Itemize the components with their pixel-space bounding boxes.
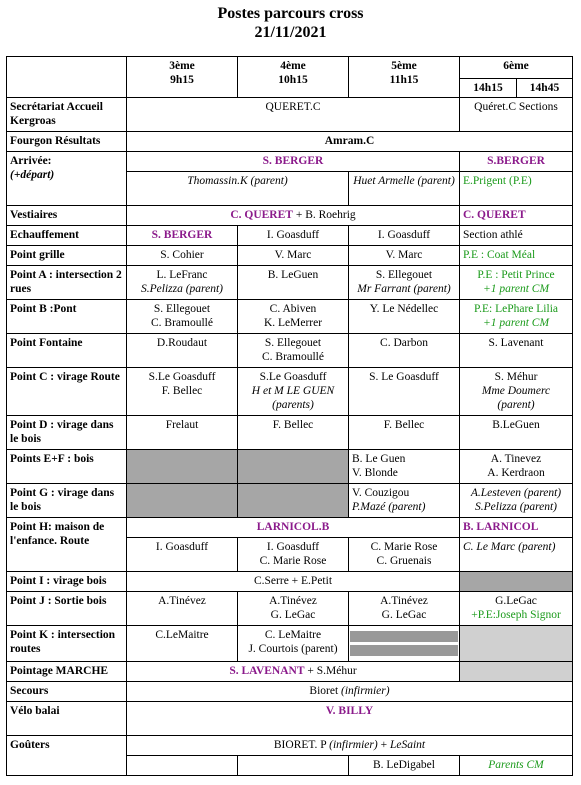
cell: C. Darbon bbox=[349, 334, 460, 368]
row-pointG bbox=[7, 484, 573, 518]
row-label: Point Fontaine bbox=[7, 334, 127, 368]
cell: Amram.C bbox=[127, 132, 573, 152]
striped-cell bbox=[349, 626, 460, 662]
cell: C.Serre + E.Petit bbox=[127, 572, 460, 592]
cell: V. Marc bbox=[238, 246, 349, 266]
empty-cell bbox=[238, 484, 349, 518]
row-echauffement bbox=[7, 226, 573, 246]
cell: V. Couzigou P.Mazé (parent) bbox=[349, 484, 460, 518]
header-3eme: 3ème 9h15 bbox=[127, 57, 238, 98]
empty-cell bbox=[238, 756, 349, 776]
cell: LARNICOL.B bbox=[127, 518, 460, 538]
title-date: 21/11/2021 bbox=[254, 24, 327, 41]
cell: B.LeGuen bbox=[460, 416, 573, 450]
cell: F. Bellec bbox=[238, 416, 349, 450]
cell: Y. Le Nédellec bbox=[349, 300, 460, 334]
cell: P.E : Coat Méal bbox=[460, 246, 573, 266]
cell: I. Goasduff C. Marie Rose bbox=[238, 538, 349, 572]
row-label: Goûters bbox=[7, 736, 127, 776]
cell: A.Lesteven (parent) S.Pelizza (parent) bbox=[460, 484, 573, 518]
row-gouters bbox=[7, 736, 573, 756]
row-label: Vélo balai bbox=[7, 702, 127, 736]
empty-cell bbox=[460, 626, 573, 662]
row-pointC bbox=[7, 368, 573, 416]
row-marche bbox=[7, 662, 573, 682]
row-arrivee bbox=[7, 152, 573, 172]
schedule-table bbox=[6, 56, 573, 776]
cell: S. Ellegouet C. Bramoullé bbox=[127, 300, 238, 334]
cell: S.BERGER bbox=[460, 152, 573, 172]
cell: G.LeGac +P.E:Joseph Signor bbox=[460, 592, 573, 626]
row-vestiaires bbox=[7, 206, 573, 226]
cell: S. Cohier bbox=[127, 246, 238, 266]
cell: S. Lavenant bbox=[460, 334, 573, 368]
cell: C. QUERET + B. Roehrig bbox=[127, 206, 460, 226]
row-pointI bbox=[7, 572, 573, 592]
cell: S. Ellegouet Mr Farrant (parent) bbox=[349, 266, 460, 300]
row-label: Point G : virage dans le bois bbox=[7, 484, 127, 518]
cell: Frelaut bbox=[127, 416, 238, 450]
cell: C. Marie Rose C. Gruenais bbox=[349, 538, 460, 572]
cell: C. Abiven K. LeMerrer bbox=[238, 300, 349, 334]
cell: S.Le Goasduff F. Bellec bbox=[127, 368, 238, 416]
page-title bbox=[0, 0, 581, 42]
cell: V. BILLY bbox=[127, 702, 573, 736]
cell: Parents CM bbox=[460, 756, 573, 776]
row-grille bbox=[7, 246, 573, 266]
row-pointJ bbox=[7, 592, 573, 626]
row-label: Point K : intersection routes bbox=[7, 626, 127, 662]
empty-cell bbox=[127, 484, 238, 518]
cell: F. Bellec bbox=[349, 416, 460, 450]
row-label: Fourgon Résultats bbox=[7, 132, 127, 152]
cell: S. Méhur Mme Doumerc (parent) bbox=[460, 368, 573, 416]
cell: A.Tinévez G. LeGac bbox=[349, 592, 460, 626]
cell: A.Tinévez G. LeGac bbox=[238, 592, 349, 626]
header-6eme: 6ème bbox=[460, 57, 573, 79]
cell: I. Goasduff bbox=[238, 226, 349, 246]
cell: B. LeGuen bbox=[238, 266, 349, 300]
cell: C. QUERET bbox=[460, 206, 573, 226]
row-pointA bbox=[7, 266, 573, 300]
empty-cell bbox=[238, 450, 349, 484]
row-label: Secrétariat Accueil Kergroas bbox=[7, 98, 127, 132]
cell: A.Tinévez bbox=[127, 592, 238, 626]
cell: QUERET.C bbox=[127, 98, 460, 132]
row-pointD bbox=[7, 416, 573, 450]
row-label: Point I : virage bois bbox=[7, 572, 127, 592]
cell: Section athlé bbox=[460, 226, 573, 246]
row-label: Point A : intersection 2 rues bbox=[7, 266, 127, 300]
empty-cell bbox=[127, 756, 238, 776]
cell: C. Le Marc (parent) bbox=[460, 538, 573, 572]
cell: I. Goasduff bbox=[127, 538, 238, 572]
row-fontaine bbox=[7, 334, 573, 368]
row-pointEF bbox=[7, 450, 573, 484]
row-label: Pointage MARCHE bbox=[7, 662, 127, 682]
cell: D.Roudaut bbox=[127, 334, 238, 368]
row-label: Echauffement bbox=[7, 226, 127, 246]
cell: P.E : Petit Prince +1 parent CM bbox=[460, 266, 573, 300]
cell: BIORET. P (infirmier) + LeSaint bbox=[127, 736, 573, 756]
row-pointH bbox=[7, 518, 573, 538]
row-label: Point J : Sortie bois bbox=[7, 592, 127, 626]
header-time-b: 14h45 bbox=[517, 79, 573, 98]
header-row bbox=[7, 57, 573, 79]
cell: Thomassin.K (parent) bbox=[127, 172, 349, 206]
empty-cell bbox=[460, 572, 573, 592]
cell: S. LAVENANT + S.Méhur bbox=[127, 662, 460, 682]
cell: A. Tinevez A. Kerdraon bbox=[460, 450, 573, 484]
cell: L. LeFranc S.Pelizza (parent) bbox=[127, 266, 238, 300]
row-secretariat bbox=[7, 98, 573, 132]
cell: E.Prigent (P.E) bbox=[460, 172, 573, 206]
header-time-a: 14h15 bbox=[460, 79, 517, 98]
cell: C.LeMaitre bbox=[127, 626, 238, 662]
cell: I. Goasduff bbox=[349, 226, 460, 246]
cell: S. BERGER bbox=[127, 226, 238, 246]
cell: P.E: LePhare Lilia +1 parent CM bbox=[460, 300, 573, 334]
cell: Huet Armelle (parent) bbox=[349, 172, 460, 206]
cell: V. Marc bbox=[349, 246, 460, 266]
header-corner bbox=[7, 57, 127, 98]
row-label: Point D : virage dans le bois bbox=[7, 416, 127, 450]
row-velo bbox=[7, 702, 573, 736]
empty-cell bbox=[460, 662, 573, 682]
row-label: Point C : virage Route bbox=[7, 368, 127, 416]
row-label: Points E+F : bois bbox=[7, 450, 127, 484]
row-label: Point B :Pont bbox=[7, 300, 127, 334]
empty-cell bbox=[127, 450, 238, 484]
row-label: Secours bbox=[7, 682, 127, 702]
cell: Bioret (infirmier) bbox=[127, 682, 573, 702]
cell: S. BERGER bbox=[127, 152, 460, 172]
row-fourgon bbox=[7, 132, 573, 152]
cell: B. Le Guen V. Blonde bbox=[349, 450, 460, 484]
cell: Quéret.C Sections bbox=[460, 98, 573, 132]
row-secours bbox=[7, 682, 573, 702]
row-pointB bbox=[7, 300, 573, 334]
header-5eme: 5ème 11h15 bbox=[349, 57, 460, 98]
cell: B. LARNICOL bbox=[460, 518, 573, 538]
row-label: Point grille bbox=[7, 246, 127, 266]
cell: S. Le Goasduff bbox=[349, 368, 460, 416]
cell: S. Ellegouet C. Bramoullé bbox=[238, 334, 349, 368]
row-label: Point H: maison de l'enfance. Route bbox=[7, 518, 127, 572]
row-label: Vestiaires bbox=[7, 206, 127, 226]
row-label: Arrivée: (+départ) bbox=[7, 152, 127, 206]
row-pointK bbox=[7, 626, 573, 662]
cell: S.Le Goasduff H et M LE GUEN (parents) bbox=[238, 368, 349, 416]
cell: B. LeDigabel bbox=[349, 756, 460, 776]
cell: C. LeMaitre J. Courtois (parent) bbox=[238, 626, 349, 662]
title-line1: Postes parcours cross bbox=[217, 5, 364, 22]
header-4eme: 4ème 10h15 bbox=[238, 57, 349, 98]
